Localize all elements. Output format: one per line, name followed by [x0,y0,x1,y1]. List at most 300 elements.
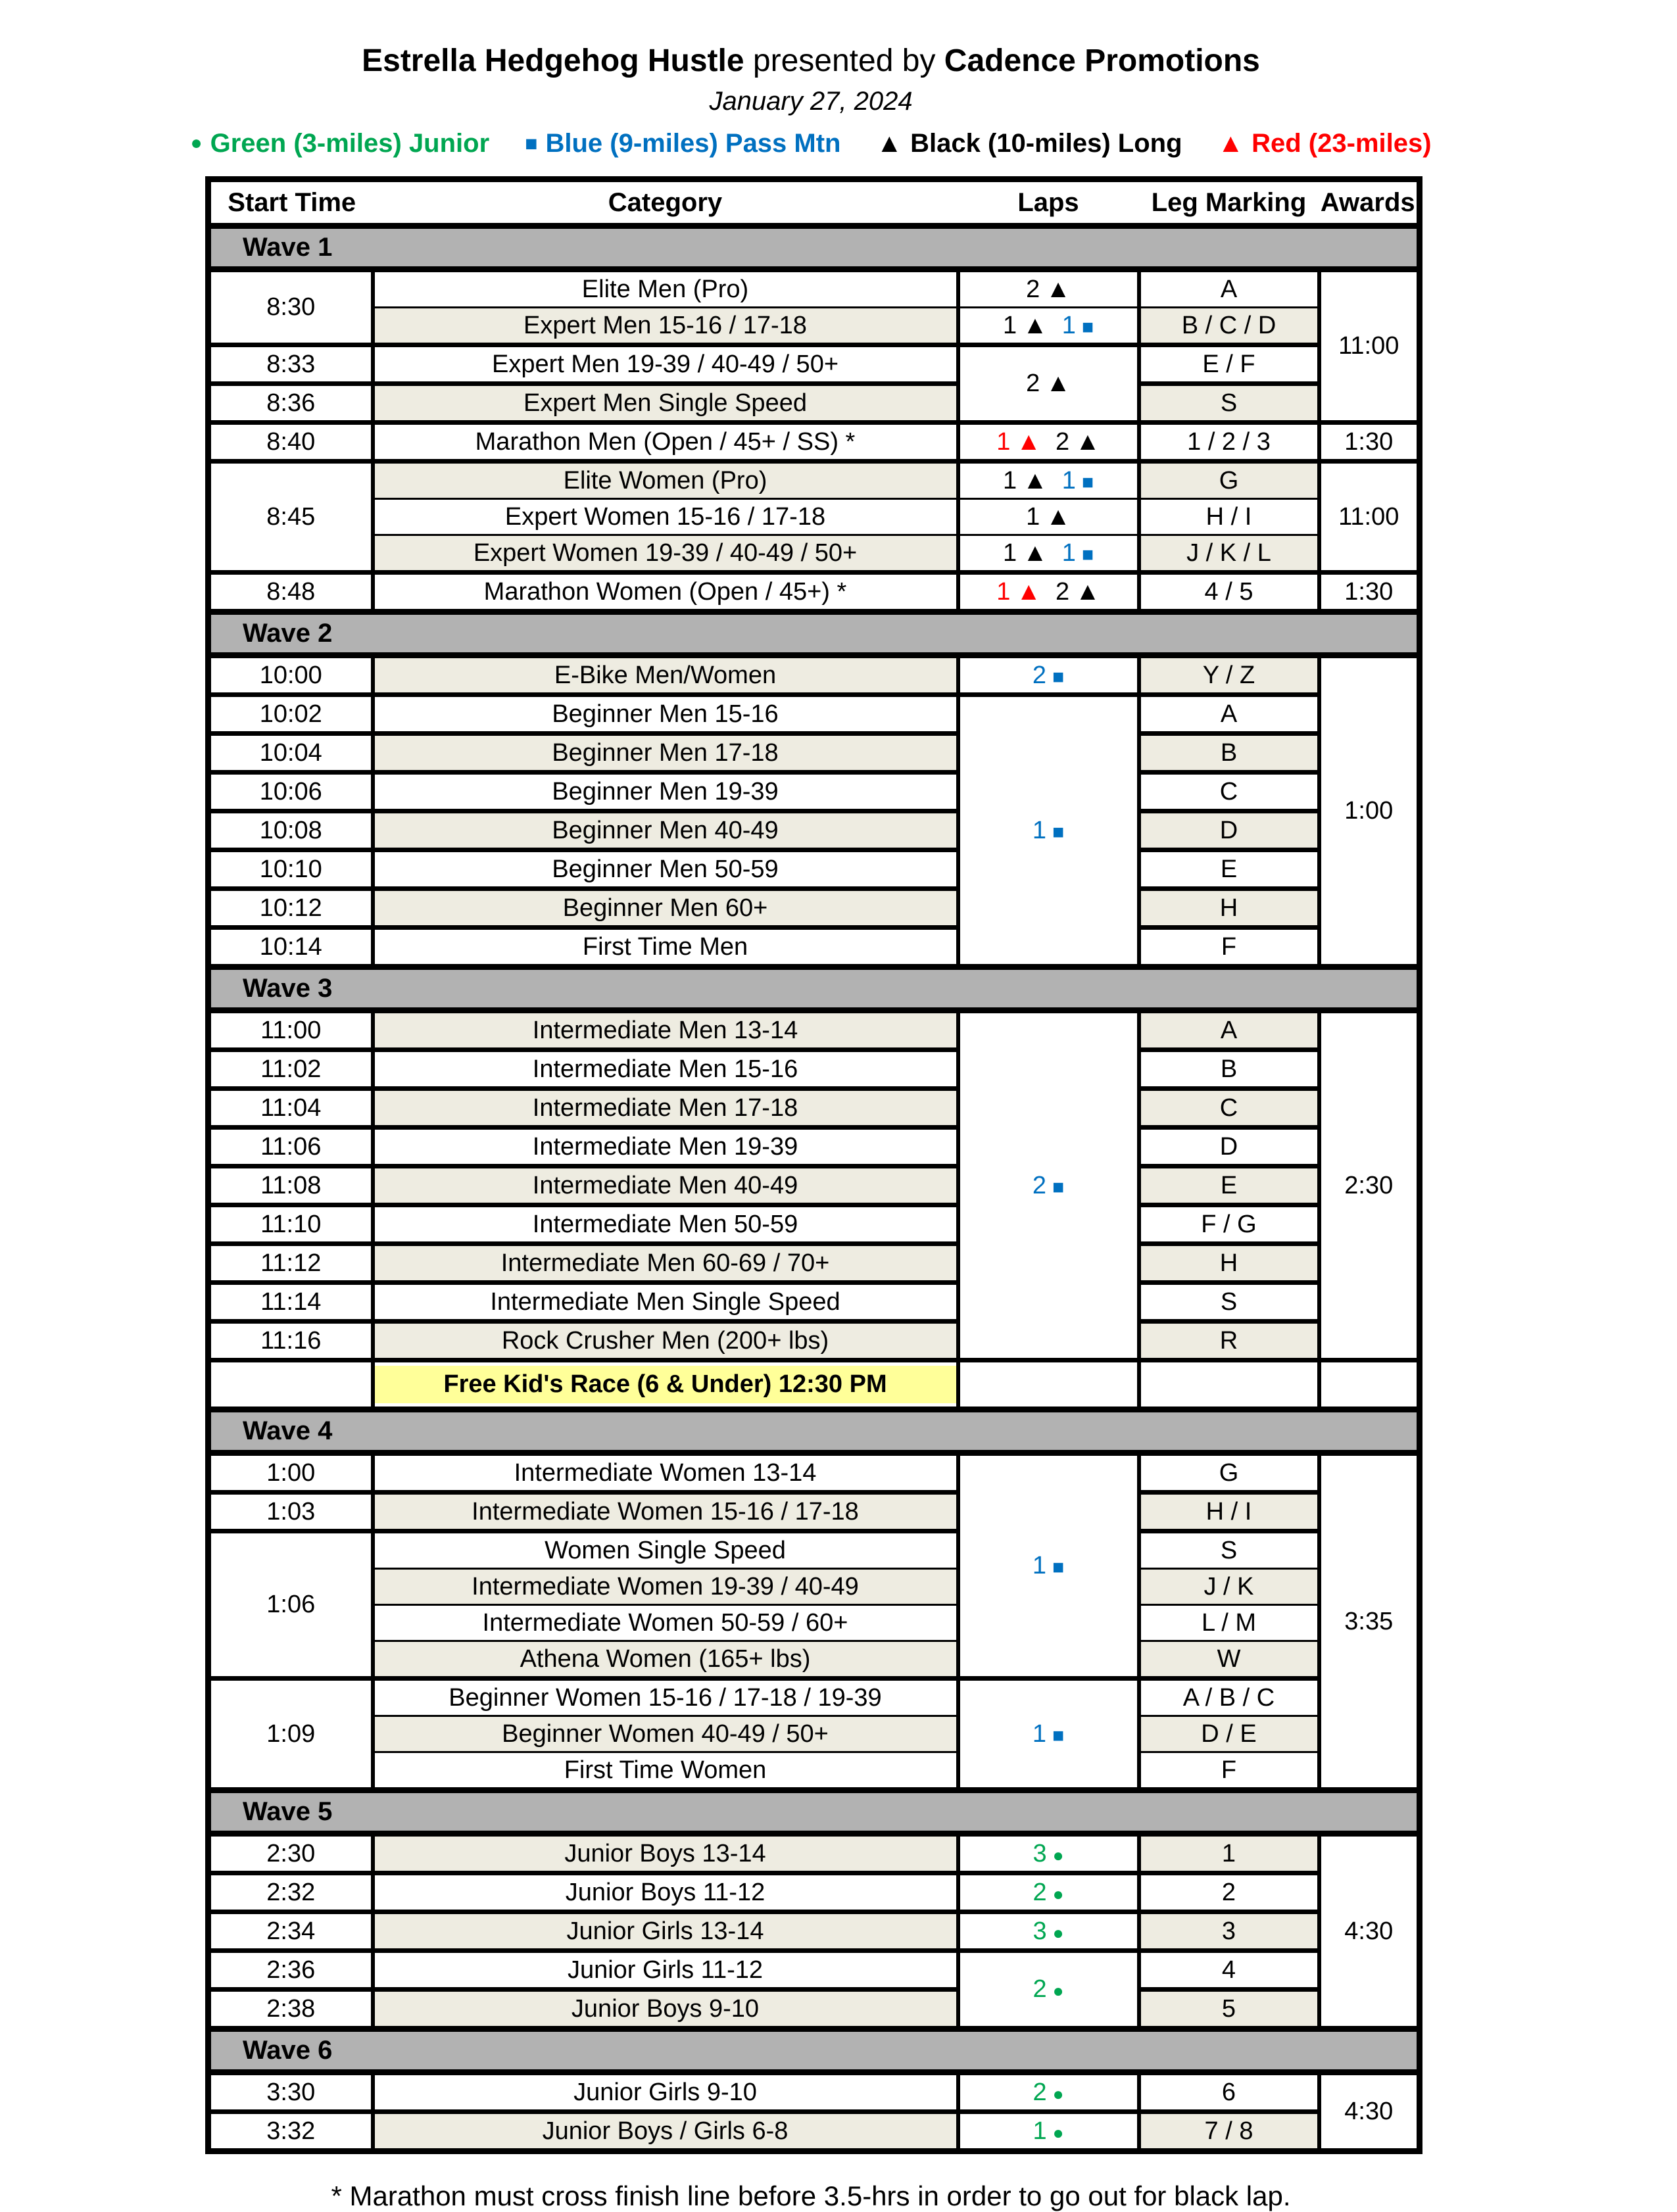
schedule-row [208,1990,1420,2029]
leg-marking-cell: W [1139,1641,1319,1679]
laps-cell [958,1360,1139,1410]
legend-item-blue-pass-mtn [525,128,840,159]
category-cell: Junior Girls 13-14 [373,1912,958,1951]
start-time-cell: 8:45 [208,462,373,573]
blue-square-icon: ■ [1081,543,1094,565]
lap-count [1033,817,1064,845]
schedule-row [208,423,1420,462]
laps-cell [958,1679,1139,1791]
column-header-awards: Awards [1319,180,1420,226]
leg-marking-cell: 2 [1139,1873,1319,1912]
leg-marking-cell: 7 / 8 [1139,2112,1319,2152]
leg-marking-cell: C [1139,773,1319,811]
lap-number: 1 [1061,466,1076,494]
category-cell: Intermediate Men 19-39 [373,1128,958,1166]
column-header-row [208,180,1420,226]
lap-count [1056,428,1100,456]
lap-number: 1 [1026,502,1040,531]
start-time-cell: 10:12 [208,889,373,928]
lap-number: 1 [1061,539,1076,567]
start-time-cell: 1:09 [208,1679,373,1791]
leg-marking-cell: S [1139,384,1319,423]
schedule-row [208,270,1420,308]
laps-cell [958,1912,1139,1951]
leg-marking-cell: R [1139,1322,1319,1360]
black-triangle-icon: ▲ [1046,502,1071,531]
leg-marking-cell: 6 [1139,2073,1319,2112]
leg-marking-cell: F [1139,1752,1319,1791]
category-cell: Intermediate Men 40-49 [373,1166,958,1205]
schedule-row [208,850,1420,889]
laps-cell [958,695,1139,967]
start-time-cell: 10:02 [208,695,373,734]
laps-cell [958,462,1139,499]
lap-count [1033,1552,1064,1580]
wave-row [208,226,1420,270]
leg-marking-cell: E [1139,1166,1319,1205]
schedule-document [0,42,1677,2212]
lap-number: 1 [1061,311,1076,339]
wave-row [208,967,1420,1011]
lap-count [1033,1840,1063,1868]
lap-number: 1 [1032,1552,1046,1579]
category-cell: Expert Women 15-16 / 17-18 [373,499,958,535]
leg-marking-cell: F [1139,928,1319,967]
lap-number: 2 [1026,275,1040,303]
lap-count [1033,1720,1064,1748]
black-triangle-icon: ▲ [1075,577,1100,606]
start-time-cell: 8:30 [208,270,373,345]
category-cell: Elite Men (Pro) [373,270,958,308]
red-triangle-icon: ▲ [1016,427,1041,456]
schedule-row [208,2112,1420,2152]
awards-cell: 3:35 [1319,1453,1420,1791]
wave-row [208,612,1420,656]
lap-number: 2 [1026,370,1040,397]
lap-count [1026,276,1071,304]
start-time-cell: 10:00 [208,656,373,695]
wave-header: Wave 2 [208,612,1420,656]
column-header-laps: Laps [958,180,1139,226]
kids-race-highlight: Free Kid's Race (6 & Under) 12:30 PM [375,1366,956,1403]
category-cell: First Time Men [373,928,958,967]
leg-marking-cell: D [1139,1128,1319,1166]
category-cell: Junior Boys 9-10 [373,1990,958,2029]
schedule-row [208,734,1420,773]
title-connector: presented by [744,43,944,78]
green-circle-icon: ● [1052,1883,1064,1904]
schedule-row [208,656,1420,695]
laps-cell [958,423,1139,462]
category-cell: Junior Boys 11-12 [373,1873,958,1912]
awards-cell: 1:30 [1319,423,1420,462]
wave-header: Wave 3 [208,967,1420,1011]
category-cell: Intermediate Women 13-14 [373,1453,958,1493]
category-cell: E-Bike Men/Women [373,656,958,695]
legend-item-red-marathon [1218,128,1432,159]
black-triangle-icon: ▲ [1023,539,1048,567]
category-cell: Junior Boys 13-14 [373,1834,958,1873]
category-cell: Intermediate Women 50-59 / 60+ [373,1605,958,1641]
category-cell: Marathon Women (Open / 45+) * [373,573,958,612]
start-time-cell: 11:08 [208,1166,373,1205]
wave-row [208,2029,1420,2073]
marathon-footnote: * Marathon must cross finish line before 3.5-hrs in order to go out for black lap. [331,2180,1291,2211]
start-time-cell: 8:40 [208,423,373,462]
black-triangle-icon: ▲ [1046,275,1071,303]
start-time-cell [208,1360,373,1410]
schedule-row [208,1569,1420,1605]
schedule-row [208,1912,1420,1951]
blue-square-icon: ■ [1052,665,1065,688]
lap-count [1033,1917,1063,1946]
awards-cell: 11:00 [1319,270,1420,423]
leg-marking-cell: 1 [1139,1834,1319,1873]
leg-marking-cell: J / K [1139,1569,1319,1605]
lap-number: 1 [1032,1719,1046,1748]
category-cell: Expert Men Single Speed [373,384,958,423]
category-cell: Beginner Men 15-16 [373,695,958,734]
start-time-cell: 10:14 [208,928,373,967]
laps-cell [958,573,1139,612]
laps-cell [958,1873,1139,1912]
leg-marking-cell: S [1139,1283,1319,1322]
schedule-row [208,462,1420,499]
start-time-cell: 2:34 [208,1912,373,1951]
category-cell: Intermediate Men 13-14 [373,1011,958,1050]
race-schedule-table [205,176,1422,2154]
leg-marking-cell: A / B / C [1139,1679,1319,1716]
red-triangle-icon: ▲ [1016,577,1041,606]
lap-number: 1 [1032,816,1046,844]
start-time-cell: 11:16 [208,1322,373,1360]
lap-number: 1 [1002,539,1017,567]
lap-number: 2 [1056,577,1070,606]
awards-cell [1319,1360,1420,1410]
legend-item-black-long [877,128,1182,159]
schedule-row [208,1089,1420,1128]
leg-marking-cell: A [1139,270,1319,308]
lap-number: 2 [1032,1171,1046,1199]
lap-number: 2 [1033,1878,1047,1906]
laps-cell [958,308,1139,345]
green-circle-icon: ● [1052,1922,1064,1943]
schedule-row [208,1166,1420,1205]
presenter-name: Cadence Promotions [944,43,1260,78]
schedule-row [208,1493,1420,1531]
leg-marking-cell: 5 [1139,1990,1319,2029]
black-triangle-icon: ▲ [1046,370,1071,397]
category-cell: Expert Women 19-39 / 40-49 / 50+ [373,535,958,573]
category-cell: Beginner Men 17-18 [373,734,958,773]
lap-count [1033,1975,1063,2004]
category-cell: Elite Women (Pro) [373,462,958,499]
schedule-row [208,811,1420,850]
schedule-row [208,1283,1420,1322]
lap-count [1026,503,1071,531]
laps-cell [958,1011,1139,1360]
blue-square-icon: ■ [525,132,538,155]
leg-marking-cell: B [1139,734,1319,773]
event-date: January 27, 2024 [709,87,913,116]
laps-cell [958,535,1139,573]
schedule-row [208,535,1420,573]
lap-count [1033,1879,1063,1907]
green-circle-icon: ● [190,132,203,154]
category-cell: Intermediate Men 50-59 [373,1205,958,1244]
start-time-cell: 1:03 [208,1493,373,1531]
leg-marking-cell: 4 / 5 [1139,573,1319,612]
category-cell: Intermediate Men 15-16 [373,1050,958,1089]
laps-cell [958,1834,1139,1873]
schedule-row [208,1716,1420,1752]
leg-marking-cell: C [1139,1089,1319,1128]
category-cell: Intermediate Men 17-18 [373,1089,958,1128]
leg-marking-cell: F / G [1139,1205,1319,1244]
category-cell: Beginner Men 50-59 [373,850,958,889]
legend-label: Black (10-miles) Long [910,129,1182,158]
lap-number: 1 [1033,2117,1047,2145]
blue-square-icon: ■ [1081,316,1094,338]
start-time-cell: 2:38 [208,1990,373,2029]
schedule-row [208,1641,1420,1679]
start-time-cell: 1:00 [208,1453,373,1493]
awards-cell: 4:30 [1319,2073,1420,2152]
lap-count [1003,312,1048,340]
schedule-row [208,573,1420,612]
awards-cell: 2:30 [1319,1011,1420,1360]
column-header-start-time: Start Time [208,180,373,226]
lap-count [1033,661,1064,690]
leg-marking-cell: 1 / 2 / 3 [1139,423,1319,462]
category-cell: Intermediate Women 19-39 / 40-49 [373,1569,958,1605]
start-time-cell: 11:00 [208,1011,373,1050]
laps-cell [958,345,1139,423]
start-time-cell: 10:04 [208,734,373,773]
lap-count [1062,467,1094,495]
start-time-cell: 3:30 [208,2073,373,2112]
awards-cell: 1:00 [1319,656,1420,967]
lap-count [1003,539,1048,567]
black-triangle-icon: ▲ [1075,427,1100,456]
lap-number: 3 [1033,1839,1047,1867]
category-cell: Athena Women (165+ lbs) [373,1641,958,1679]
black-triangle-icon: ▲ [1023,466,1048,494]
lap-count [1003,467,1048,495]
category-cell: Rock Crusher Men (200+ lbs) [373,1322,958,1360]
black-triangle-icon: ▲ [1023,311,1048,339]
start-time-cell: 8:36 [208,384,373,423]
start-time-cell: 11:12 [208,1244,373,1283]
green-circle-icon: ● [1052,1844,1064,1865]
leg-marking-cell: G [1139,1453,1319,1493]
legend-label: Red (23-miles) [1252,129,1432,158]
laps-cell [958,499,1139,535]
schedule-row [208,695,1420,734]
schedule-body [208,226,1420,2152]
page-title [205,42,1417,80]
leg-marking-cell: 4 [1139,1951,1319,1990]
laps-cell [958,656,1139,695]
lap-count [1033,2117,1063,2146]
leg-marking-cell [1139,1360,1319,1410]
leg-marking-cell: J / K / L [1139,535,1319,573]
course-legend [190,128,1432,159]
start-time-cell: 2:36 [208,1951,373,1990]
start-time-cell: 10:06 [208,773,373,811]
schedule-row [208,1011,1420,1050]
start-time-cell: 11:04 [208,1089,373,1128]
schedule-row [208,1679,1420,1716]
category-cell: Beginner Men 19-39 [373,773,958,811]
red-triangle-icon: ▲ [1217,129,1244,158]
lap-count [1026,370,1071,398]
schedule-row [208,308,1420,345]
lap-count [1033,2079,1063,2107]
wave-header: Wave 1 [208,226,1420,270]
wave-row [208,1410,1420,1453]
lap-number: 2 [1033,2078,1047,2106]
lap-number: 1 [996,577,1011,606]
category-cell: Junior Girls 9-10 [373,2073,958,2112]
wave-header: Wave 5 [208,1791,1420,1834]
schedule-row [208,384,1420,423]
leg-marking-cell: E [1139,850,1319,889]
lap-number: 3 [1033,1917,1047,1945]
schedule-row [208,1128,1420,1166]
schedule-row [208,928,1420,967]
start-time-cell: 2:32 [208,1873,373,1912]
leg-marking-cell: S [1139,1531,1319,1569]
category-cell: Beginner Women 40-49 / 50+ [373,1716,958,1752]
schedule-row [208,1360,1420,1410]
start-time-cell: 11:02 [208,1050,373,1089]
awards-cell: 1:30 [1319,573,1420,612]
schedule-row [208,1951,1420,1990]
start-time-cell: 10:10 [208,850,373,889]
start-time-cell: 3:32 [208,2112,373,2152]
column-header-leg-marking: Leg Marking [1139,180,1319,226]
schedule-row [208,773,1420,811]
blue-square-icon: ■ [1052,1724,1065,1746]
leg-marking-cell: 3 [1139,1912,1319,1951]
blue-square-icon: ■ [1052,821,1065,843]
green-circle-icon: ● [1052,2083,1064,2104]
lap-count [996,428,1041,456]
lap-count [1033,1172,1064,1200]
leg-marking-cell: G [1139,462,1319,499]
category-cell: Expert Men 15-16 / 17-18 [373,308,958,345]
category-cell: Marathon Men (Open / 45+ / SS) * [373,423,958,462]
legend-label: Green (3-miles) Junior [210,129,490,158]
blue-square-icon: ■ [1052,1176,1065,1198]
schedule-row [208,1531,1420,1569]
schedule-row [208,2073,1420,2112]
lap-number: 1 [996,427,1011,456]
start-time-cell: 11:14 [208,1283,373,1322]
laps-cell [958,2073,1139,2112]
category-cell: Beginner Women 15-16 / 17-18 / 19-39 [373,1679,958,1716]
green-circle-icon: ● [1052,2122,1064,2143]
schedule-row [208,889,1420,928]
legend-label: Blue (9-miles) Pass Mtn [545,129,841,158]
laps-cell [958,1453,1139,1679]
category-cell: Women Single Speed [373,1531,958,1569]
category-cell: Expert Men 19-39 / 40-49 / 50+ [373,345,958,384]
blue-square-icon: ■ [1052,1556,1065,1578]
schedule-row [208,499,1420,535]
category-cell: Beginner Men 60+ [373,889,958,928]
schedule-row [208,1752,1420,1791]
category-cell [373,1360,958,1410]
leg-marking-cell: H [1139,889,1319,928]
leg-marking-cell: L / M [1139,1605,1319,1641]
column-header-category: Category [373,180,958,226]
lap-number: 1 [1002,466,1017,494]
category-cell: First Time Women [373,1752,958,1791]
schedule-row [208,1834,1420,1873]
schedule-row [208,1605,1420,1641]
category-cell: Beginner Men 40-49 [373,811,958,850]
schedule-row [208,1453,1420,1493]
lap-number: 2 [1033,1975,1047,2003]
leg-marking-cell: B / C / D [1139,308,1319,345]
leg-marking-cell: A [1139,695,1319,734]
laps-cell [958,2112,1139,2152]
schedule-row [208,1050,1420,1089]
leg-marking-cell: H [1139,1244,1319,1283]
lap-count [1062,539,1094,567]
category-cell: Intermediate Men Single Speed [373,1283,958,1322]
legend-item-green-junior [190,128,489,159]
leg-marking-cell: D / E [1139,1716,1319,1752]
schedule-row [208,1205,1420,1244]
wave-header: Wave 6 [208,2029,1420,2073]
category-cell: Junior Girls 11-12 [373,1951,958,1990]
lap-count [996,578,1041,606]
green-circle-icon: ● [1052,1981,1064,2001]
blue-square-icon: ■ [1081,471,1094,493]
leg-marking-cell: H / I [1139,499,1319,535]
start-time-cell: 10:08 [208,811,373,850]
start-time-cell: 8:48 [208,573,373,612]
black-triangle-icon: ▲ [876,129,903,158]
leg-marking-cell: E / F [1139,345,1319,384]
leg-marking-cell: H / I [1139,1493,1319,1531]
leg-marking-cell: A [1139,1011,1319,1050]
laps-cell [958,270,1139,308]
start-time-cell: 1:06 [208,1531,373,1679]
schedule-row [208,1244,1420,1283]
schedule-row [208,1322,1420,1360]
leg-marking-cell: B [1139,1050,1319,1089]
category-cell: Intermediate Men 60-69 / 70+ [373,1244,958,1283]
wave-row [208,1791,1420,1834]
schedule-row [208,1873,1420,1912]
lap-count [1062,312,1094,340]
leg-marking-cell: D [1139,811,1319,850]
lap-number: 2 [1032,661,1046,689]
start-time-cell: 11:10 [208,1205,373,1244]
lap-number: 2 [1056,427,1070,456]
category-cell: Intermediate Women 15-16 / 17-18 [373,1493,958,1531]
laps-cell [958,1951,1139,2029]
lap-number: 1 [1002,311,1017,339]
awards-cell: 4:30 [1319,1834,1420,2029]
start-time-cell: 2:30 [208,1834,373,1873]
start-time-cell: 11:06 [208,1128,373,1166]
category-cell: Junior Boys / Girls 6-8 [373,2112,958,2152]
